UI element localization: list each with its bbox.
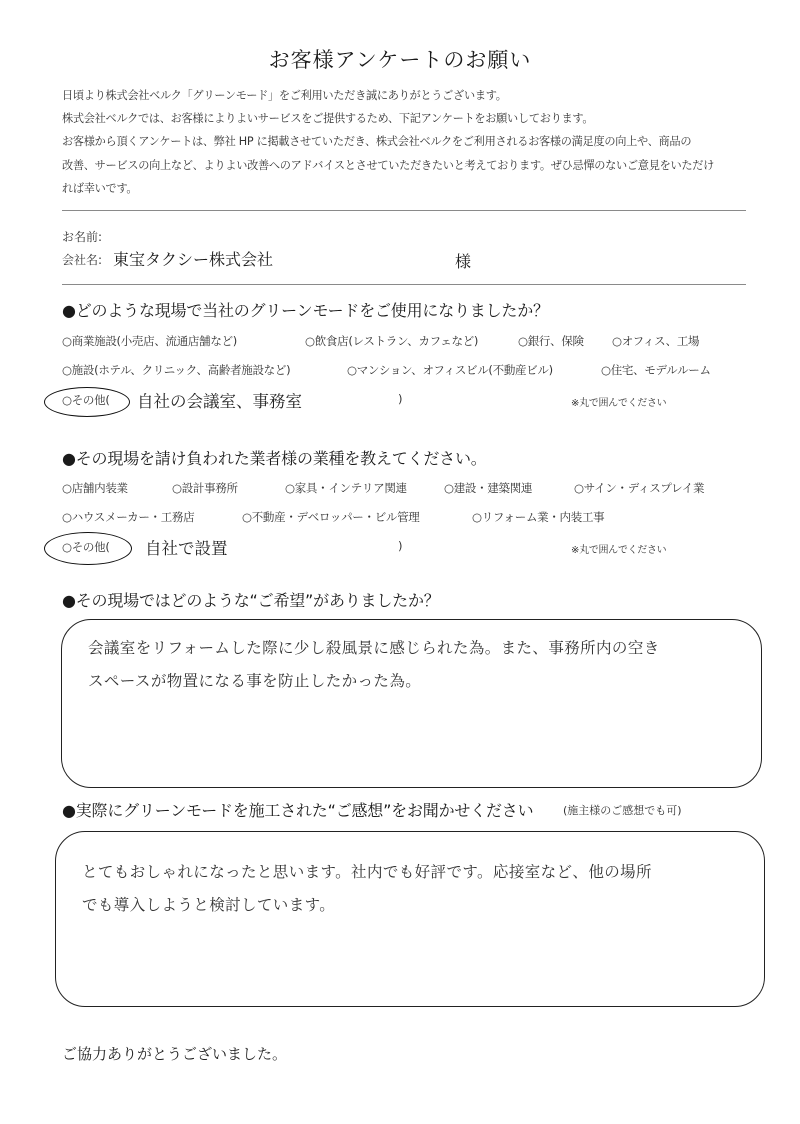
question-4-subtitle: (施主様のご感想でも可) xyxy=(563,804,682,817)
intro-line: お客様から頂くアンケートは、弊社 HP に掲載させていただき、株式会社ベルクをご利用されるお客様の満足度の向上や、商品の xyxy=(62,135,692,148)
q1-option-commercial[interactable]: ○商業施設(小売店、流通店舗など) xyxy=(62,334,237,348)
q1-other-close-paren: ) xyxy=(398,392,403,406)
intro-line: れば幸いです。 xyxy=(62,182,138,195)
company-label: 会社名: xyxy=(62,253,103,267)
question-4-title: ●実際にグリーンモードを施工された“ご感想”をお聞かせください xyxy=(62,801,534,820)
question-3-title: ●その現場ではどのような“ご希望”がありましたか？ xyxy=(62,591,440,610)
q2-option-construction[interactable]: ○建設・建築関連 xyxy=(444,481,533,495)
answer-line: でも導入しようと検討しています。 xyxy=(82,896,336,914)
q1-option-office[interactable]: ○オフィス、工場 xyxy=(612,334,700,348)
q2-option-store-interior[interactable]: ○店舗内装業 xyxy=(62,481,128,495)
q1-note: ※丸で囲んでください xyxy=(571,398,667,409)
answer-line: 会議室をリフォームした際に少し殺風景に感じられた為。また、事務所内の空き xyxy=(88,639,660,657)
honorific: 様 xyxy=(455,252,472,271)
answer-line: スペースが物置になる事を防止したかった為。 xyxy=(88,672,422,690)
q1-option-building[interactable]: ○マンション、オフィスビル(不動産ビル) xyxy=(347,363,553,377)
answer-box-impressions xyxy=(55,831,765,1007)
question-2-title: ●その現場を請け負われた業者様の業種を教えてください。 xyxy=(62,449,487,468)
intro-line: 株式会社ベルクでは、お客様によりよいサービスをご提供するため、下記アンケートをお願いしております。 xyxy=(62,112,594,125)
closing-message: ご協力ありがとうございました。 xyxy=(62,1045,288,1063)
document-title: お客様アンケートのお願い xyxy=(268,48,532,72)
q2-other-close-paren: ) xyxy=(398,539,403,553)
q1-option-restaurant[interactable]: ○飲食店(レストラン、カフェなど) xyxy=(305,334,479,348)
q1-option-residence[interactable]: ○住宅、モデルルーム xyxy=(601,363,711,377)
q2-option-design-office[interactable]: ○設計事務所 xyxy=(172,481,238,495)
q2-option-furniture[interactable]: ○家具・インテリア関連 xyxy=(285,481,407,495)
intro-line: 日頃より株式会社ベルク「グリーンモード」をご利用いただき誠にありがとうございます。 xyxy=(62,89,507,102)
intro-line: 改善、サービスの向上など、よりよい改善へのアドバイスとさせていただきたいと考えております。ぜひ忌憚のないご意見をいただけ xyxy=(62,159,715,172)
company-name-value: 東宝タクシー株式会社 xyxy=(113,250,274,269)
q2-option-realestate[interactable]: ○不動産・デベロッパー・ビル管理 xyxy=(242,510,420,524)
answer-box-hopes xyxy=(61,619,762,788)
divider xyxy=(62,284,746,285)
q1-option-facility[interactable]: ○施設(ホテル、クリニック、高齢者施設など) xyxy=(62,363,291,377)
q2-option-sign-display[interactable]: ○サイン・ディスプレイ業 xyxy=(574,481,705,495)
q1-other-value: 自社の会議室、事務室 xyxy=(137,392,302,411)
answer-line: とてもおしゃれになったと思います。社内でも好評です。応接室など、他の場所 xyxy=(82,863,652,881)
q1-option-bank[interactable]: ○銀行、保険 xyxy=(518,334,584,348)
name-label: お名前: xyxy=(62,230,103,244)
q2-option-reform[interactable]: ○リフォーム業・内装工事 xyxy=(472,510,605,524)
question-1-title: ●どのような現場で当社のグリーンモードをご使用になりましたか？ xyxy=(62,301,549,320)
q2-note: ※丸で囲んでください xyxy=(571,545,667,556)
q2-option-other[interactable]: ○その他( xyxy=(62,540,110,554)
q1-option-other[interactable]: ○その他( xyxy=(62,393,110,407)
divider xyxy=(62,210,746,211)
q2-option-housemaker[interactable]: ○ハウスメーカー・工務店 xyxy=(62,510,195,524)
q2-other-value: 自社で設置 xyxy=(145,539,228,558)
